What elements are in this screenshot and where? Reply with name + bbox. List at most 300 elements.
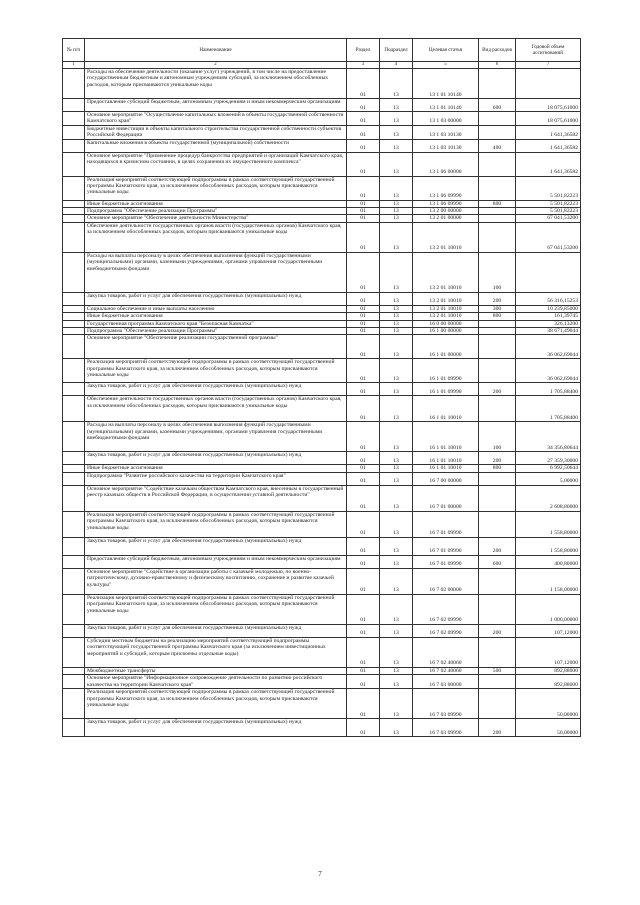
row-target: 13 1 03 10130 <box>413 139 479 152</box>
page-number: 7 <box>318 870 322 878</box>
row-podrazdel: 13 <box>380 396 413 422</box>
row-razdel: 01 <box>347 396 380 422</box>
row-sum: 5 501,82223 <box>516 208 581 215</box>
row-podrazdel: 13 <box>380 624 413 637</box>
row-podrazdel: 13 <box>380 594 413 624</box>
table-row <box>63 624 581 637</box>
row-name: Закупка товаров, работ и услуг для обеспечения государственных (муниципальных) нужд <box>85 452 347 465</box>
row-podrazdel: 13 <box>380 320 413 327</box>
row-razdel: 01 <box>347 359 380 383</box>
row-target: 16 0 00 00000 <box>413 320 479 327</box>
row-target: 16 7 01 09990 <box>413 555 479 568</box>
row-sum: 892,88000 <box>516 667 581 674</box>
row-sum: 34 356,80644 <box>516 422 581 452</box>
row-podrazdel: 13 <box>380 537 413 555</box>
row-target: 16 7 03 09990 <box>413 689 479 719</box>
row-num <box>63 252 85 292</box>
row-num <box>63 689 85 719</box>
table-row <box>63 594 581 624</box>
row-name: Расходы на выплаты персоналу в целях обеспечения выполнения функций государственными (муниципальными) органами, казенными учреждениями, органами управления государственными внебюджетными фондами <box>85 252 347 292</box>
row-razdel: 01 <box>347 69 380 99</box>
table-row <box>63 313 581 320</box>
row-num <box>63 200 85 207</box>
row-name: Закупка товаров, работ и услуг для обеспечения государственных (муниципальных) нужд <box>85 719 347 737</box>
row-name: Государственная программа Камчатского края "Безопасная Камчатка" <box>85 320 347 327</box>
row-podrazdel: 13 <box>380 472 413 485</box>
row-sum: 50,00000 <box>516 719 581 737</box>
row-target: 16 7 03 09990 <box>413 719 479 737</box>
table-row <box>63 252 581 292</box>
row-num <box>63 568 85 594</box>
budget-table <box>62 38 581 737</box>
row-vr <box>479 112 516 126</box>
table-row <box>63 422 581 452</box>
row-sum: 36 062,69044 <box>516 359 581 383</box>
row-target: 16 7 02 40060 <box>413 637 479 667</box>
row-vr <box>479 485 516 511</box>
table-row <box>63 222 581 252</box>
row-razdel: 01 <box>347 667 380 674</box>
row-target: 16 7 01 00000 <box>413 485 479 511</box>
row-vr: 100 <box>479 422 516 452</box>
row-target: 13 2 01 10010 <box>413 313 479 320</box>
row-name: Субсидии местным бюджетам на реализацию мероприятий соответствующей подпрограммы соответствующей государственной программы Камчатского края (за исключением инвестиционных мероприятий и субсидий, которым присвоены отдельные коды) <box>85 637 347 667</box>
row-sum: 6 992,50644 <box>516 465 581 472</box>
row-podrazdel: 13 <box>380 719 413 737</box>
row-name: Расходы на выплаты персоналу в целях обеспечения выполнения функций государственными (муниципальными) органами, казенными учреждениями, органами управления государственными внебюджетными фондами <box>85 422 347 452</box>
row-num <box>63 335 85 359</box>
row-num <box>63 537 85 555</box>
row-podrazdel: 13 <box>380 292 413 305</box>
table-row <box>63 472 581 485</box>
row-name: Реализация мероприятий соответствующей подпрограммы в рамках соответствующей государственной программы Камчатского края, за исключением обособленных расходов, которым присваиваются уникальные коды <box>85 176 347 200</box>
row-sum: 18 075,61000 <box>516 99 581 112</box>
row-vr <box>479 472 516 485</box>
row-sum: 1 641,36582 <box>516 125 581 139</box>
row-podrazdel: 13 <box>380 69 413 99</box>
row-vr: 200 <box>479 383 516 396</box>
row-sum: 18 075,61000 <box>516 112 581 126</box>
row-razdel: 01 <box>347 537 380 555</box>
row-vr: 800 <box>479 465 516 472</box>
row-name: Подпрограмма "Обеспечение реализации Программы" <box>85 208 347 215</box>
row-vr: 500 <box>479 667 516 674</box>
row-razdel: 01 <box>347 465 380 472</box>
row-target: 16 1 01 09990 <box>413 383 479 396</box>
row-name: Предоставление субсидий бюджетным, автономным учреждениям и иным некоммерческим организациям <box>85 99 347 112</box>
header-podrazdel: Подраздел <box>380 39 413 62</box>
row-num <box>63 125 85 139</box>
table-row <box>63 69 581 99</box>
row-num <box>63 69 85 99</box>
row-podrazdel: 13 <box>380 125 413 139</box>
table-row <box>63 359 581 383</box>
col-number: 3 <box>347 62 380 69</box>
row-razdel: 01 <box>347 485 380 511</box>
row-podrazdel: 13 <box>380 215 413 222</box>
row-vr <box>479 320 516 327</box>
row-name: Межбюджетные трансферты <box>85 667 347 674</box>
row-vr <box>479 689 516 719</box>
table-row <box>63 719 581 737</box>
row-target: 13 1 01 10140 <box>413 69 479 99</box>
col-number: 2 <box>85 62 347 69</box>
row-sum: 67 041,53200 <box>516 222 581 252</box>
row-sum: 161,39745 <box>516 313 581 320</box>
table-row <box>63 292 581 305</box>
row-num <box>63 215 85 222</box>
row-razdel: 01 <box>347 624 380 637</box>
row-name: Закупка товаров, работ и услуг для обеспечения государственных (муниципальных) нужд <box>85 624 347 637</box>
row-razdel: 01 <box>347 689 380 719</box>
row-num <box>63 328 85 335</box>
table-row <box>63 99 581 112</box>
row-podrazdel: 13 <box>380 452 413 465</box>
row-vr <box>479 176 516 200</box>
row-razdel: 01 <box>347 675 380 689</box>
row-vr: 100 <box>479 252 516 292</box>
row-razdel: 01 <box>347 99 380 112</box>
row-target: 16 7 02 09990 <box>413 594 479 624</box>
table-row <box>63 328 581 335</box>
row-target: 16 1 01 10010 <box>413 422 479 452</box>
row-sum: 27 359,30000 <box>516 452 581 465</box>
table-column-numbers <box>63 62 581 69</box>
row-name: Основное мероприятие "Содействие в организации работы с казачьей молодежью, по военно-патриотическому, духовно-нравственному и физическому воспитанию, сохранение и развитие казачьей культуры" <box>85 568 347 594</box>
table-row <box>63 675 581 689</box>
table-row <box>63 305 581 312</box>
row-podrazdel: 13 <box>380 222 413 252</box>
row-sum: 10 239,85000 <box>516 305 581 312</box>
row-vr <box>479 208 516 215</box>
row-name: Иные бюджетные ассигнования <box>85 313 347 320</box>
row-target: 13 1 06 00000 <box>413 152 479 176</box>
table-row <box>63 667 581 674</box>
row-name: Реализация мероприятий соответствующей подпрограммы в рамках соответствующей государственной программы Камчатского края, за исключением обособленных расходов, которым присваиваются уникальные коды <box>85 359 347 383</box>
col-number: 6 <box>479 62 516 69</box>
row-num <box>63 305 85 312</box>
row-sum: 50,00000 <box>516 689 581 719</box>
row-razdel: 01 <box>347 222 380 252</box>
row-target: 16 7 00 00000 <box>413 472 479 485</box>
row-name: Социальное обеспечение и иные выплаты населению <box>85 305 347 312</box>
table-row <box>63 537 581 555</box>
row-name: Основное мероприятие "Обеспечение деятельности Министерства" <box>85 215 347 222</box>
row-sum: 36 062,69044 <box>516 335 581 359</box>
row-podrazdel: 13 <box>380 422 413 452</box>
row-vr: 300 <box>479 305 516 312</box>
row-razdel: 01 <box>347 215 380 222</box>
row-vr: 600 <box>479 99 516 112</box>
row-sum: 38 671,49044 <box>516 328 581 335</box>
row-target: 13 1 03 10130 <box>413 125 479 139</box>
row-sum: 1 158,00000 <box>516 568 581 594</box>
col-number: 1 <box>63 62 85 69</box>
row-vr: 800 <box>479 313 516 320</box>
row-num <box>63 112 85 126</box>
row-podrazdel: 13 <box>380 667 413 674</box>
row-razdel: 01 <box>347 422 380 452</box>
row-target: 13 2 01 10010 <box>413 292 479 305</box>
row-num <box>63 320 85 327</box>
row-podrazdel: 13 <box>380 511 413 537</box>
row-num <box>63 176 85 200</box>
row-razdel: 01 <box>347 305 380 312</box>
row-num <box>63 719 85 737</box>
row-num <box>63 667 85 674</box>
row-razdel: 01 <box>347 125 380 139</box>
budget-table-page <box>62 38 580 737</box>
table-row <box>63 383 581 396</box>
row-target: 16 7 02 40060 <box>413 667 479 674</box>
row-num <box>63 313 85 320</box>
row-vr <box>479 69 516 99</box>
row-target: 16 7 02 09990 <box>413 624 479 637</box>
table-header-row <box>63 39 581 62</box>
row-num <box>63 452 85 465</box>
row-target: 13 2 01 00000 <box>413 215 479 222</box>
row-num <box>63 396 85 422</box>
header-target: Целевая статья <box>413 39 479 62</box>
row-podrazdel: 13 <box>380 208 413 215</box>
row-name: Капитальные вложения в объекты государственной (муниципальной) собственности <box>85 139 347 152</box>
table-row <box>63 511 581 537</box>
row-podrazdel: 13 <box>380 176 413 200</box>
row-razdel: 01 <box>347 139 380 152</box>
row-vr <box>479 359 516 383</box>
row-target: 16 1 01 09990 <box>413 359 479 383</box>
row-razdel: 01 <box>347 208 380 215</box>
row-num <box>63 472 85 485</box>
row-podrazdel: 13 <box>380 568 413 594</box>
row-podrazdel: 13 <box>380 675 413 689</box>
table-body <box>63 69 581 737</box>
row-podrazdel: 13 <box>380 112 413 126</box>
row-podrazdel: 13 <box>380 465 413 472</box>
row-num <box>63 99 85 112</box>
row-sum: 1 705,88400 <box>516 383 581 396</box>
row-sum: 892,88000 <box>516 675 581 689</box>
table-row <box>63 396 581 422</box>
row-name: Основное мероприятие "Обеспечение реализации государственной программы" <box>85 335 347 359</box>
table-row <box>63 176 581 200</box>
row-target: 16 1 01 10010 <box>413 452 479 465</box>
table-row <box>63 215 581 222</box>
row-sum: 5,00000 <box>516 472 581 485</box>
row-num <box>63 555 85 568</box>
row-sum: 5 501,82223 <box>516 200 581 207</box>
row-vr: 200 <box>479 624 516 637</box>
row-razdel: 01 <box>347 472 380 485</box>
row-podrazdel: 13 <box>380 335 413 359</box>
row-name: Основное мероприятие "Осуществление капитальных вложений в объекты государственной собственности Камчатского края" <box>85 112 347 126</box>
row-vr: 400 <box>479 139 516 152</box>
row-sum: 1 641,36582 <box>516 152 581 176</box>
table-row <box>63 152 581 176</box>
row-target: 13 1 06 09990 <box>413 200 479 207</box>
row-vr: 200 <box>479 719 516 737</box>
row-razdel: 01 <box>347 568 380 594</box>
row-podrazdel: 13 <box>380 252 413 292</box>
row-vr <box>479 568 516 594</box>
row-sum: 107,12000 <box>516 637 581 667</box>
table-row <box>63 139 581 152</box>
row-target: 13 2 01 10010 <box>413 222 479 252</box>
row-name: Основное мероприятие "Применение процедур банкротства предприятий и организаций Камчатского края, находящихся в кризисном состоянии, в целях сохранения их имущественного комплекса" <box>85 152 347 176</box>
row-vr <box>479 594 516 624</box>
table-row <box>63 200 581 207</box>
header-name: Наименование <box>85 39 347 62</box>
row-podrazdel: 13 <box>380 200 413 207</box>
row-podrazdel: 13 <box>380 637 413 667</box>
row-razdel: 01 <box>347 719 380 737</box>
row-podrazdel: 13 <box>380 555 413 568</box>
row-vr: 200 <box>479 537 516 555</box>
row-vr <box>479 511 516 537</box>
row-num <box>63 292 85 305</box>
row-name: Закупка товаров, работ и услуг для обеспечения государственных (муниципальных) нужд <box>85 537 347 555</box>
row-razdel: 01 <box>347 328 380 335</box>
row-name: Подпрограмма "Обеспечение реализации Программы" <box>85 328 347 335</box>
row-vr <box>479 125 516 139</box>
row-num <box>63 152 85 176</box>
row-target: 13 1 01 10140 <box>413 99 479 112</box>
row-vr <box>479 152 516 176</box>
row-vr: 200 <box>479 452 516 465</box>
row-vr: 200 <box>479 292 516 305</box>
table-row <box>63 335 581 359</box>
row-name: Подпрограмма "Развитие российского казачества на территории Камчатского края" <box>85 472 347 485</box>
row-sum: 107,12000 <box>516 624 581 637</box>
row-name: Обеспечение деятельности государственных органов власти (государственных органов) Камчатского края, за исключением обособленных расходов, которым присваиваются уникальные коды <box>85 222 347 252</box>
row-num <box>63 465 85 472</box>
header-sum: Годовой объем ассигнований <box>516 39 581 62</box>
row-razdel: 01 <box>347 152 380 176</box>
row-vr <box>479 222 516 252</box>
row-target: 16 1 01 10010 <box>413 396 479 422</box>
row-razdel: 01 <box>347 320 380 327</box>
table-row <box>63 112 581 126</box>
row-name: Иные бюджетные ассигнования <box>85 200 347 207</box>
row-num <box>63 422 85 452</box>
row-num <box>63 208 85 215</box>
header-num: № п/п <box>63 39 85 62</box>
row-podrazdel: 13 <box>380 313 413 320</box>
row-sum: 1 641,36582 <box>516 139 581 152</box>
row-sum: 56 316,15253 <box>516 292 581 305</box>
row-name: Основное мероприятие "Содействие казачьим обществам Камчатского края, внесенным в государственный реестр казачьих обществ в Российской Федерации, в осуществлении уставной деятельности" <box>85 485 347 511</box>
row-name: Бюджетные инвестиции в объекты капитального строительства государственной собственности субъектов Российской Федерации <box>85 125 347 139</box>
row-num <box>63 511 85 537</box>
row-target: 16 1 01 10010 <box>413 465 479 472</box>
row-podrazdel: 13 <box>380 383 413 396</box>
row-podrazdel: 13 <box>380 305 413 312</box>
row-target: 13 1 06 09990 <box>413 176 479 200</box>
row-num <box>63 359 85 383</box>
row-name: Основное мероприятие "Информационное сопровождение деятельности по развитию российского казачества на территории Камчатского края" <box>85 675 347 689</box>
row-razdel: 01 <box>347 335 380 359</box>
row-num <box>63 222 85 252</box>
row-vr <box>479 637 516 667</box>
row-name: Реализация мероприятий соответствующей подпрограммы в рамках соответствующей государственной программы Камчатского края, за исключением обособленных расходов, которым присваиваются уникальные коды <box>85 594 347 624</box>
table-row <box>63 555 581 568</box>
row-vr: 600 <box>479 555 516 568</box>
row-razdel: 01 <box>347 292 380 305</box>
col-number: 7 <box>516 62 581 69</box>
row-razdel: 01 <box>347 511 380 537</box>
row-vr <box>479 335 516 359</box>
row-num <box>63 383 85 396</box>
row-razdel: 01 <box>347 594 380 624</box>
table-row <box>63 485 581 511</box>
table-row <box>63 125 581 139</box>
row-razdel: 01 <box>347 452 380 465</box>
row-name: Иные бюджетные ассигнования <box>85 465 347 472</box>
row-num <box>63 594 85 624</box>
row-podrazdel: 13 <box>380 152 413 176</box>
row-sum: 1 000,00000 <box>516 594 581 624</box>
row-num <box>63 675 85 689</box>
row-razdel: 01 <box>347 383 380 396</box>
row-target: 16 7 02 00000 <box>413 568 479 594</box>
row-sum: 1 558,80000 <box>516 511 581 537</box>
row-sum: 67 041,53200 <box>516 215 581 222</box>
row-num <box>63 139 85 152</box>
row-name: Обеспечение деятельности государственных органов власти (государственных органов) Камчатского края, за исключением обособленных расходов, которым присваиваются уникальные коды <box>85 396 347 422</box>
table-row <box>63 689 581 719</box>
header-vr: Вид расходов <box>479 39 516 62</box>
table-row <box>63 465 581 472</box>
row-name: Реализация мероприятий соответствующей подпрограммы в рамках соответствующей государственной программы Камчатского края, за исключением обособленных расходов, которым присваиваются уникальные коды <box>85 689 347 719</box>
col-number: 5 <box>413 62 479 69</box>
row-name: Реализация мероприятий соответствующей подпрограммы в рамках соответствующей государственной программы Камчатского края, за исключением обособленных расходов, которым присваиваются уникальные коды <box>85 511 347 537</box>
row-sum: 326,13200 <box>516 320 581 327</box>
table-row <box>63 320 581 327</box>
row-razdel: 01 <box>347 555 380 568</box>
row-target: 13 1 03 00000 <box>413 112 479 126</box>
row-razdel: 01 <box>347 637 380 667</box>
table-row <box>63 637 581 667</box>
row-vr <box>479 215 516 222</box>
row-podrazdel: 13 <box>380 139 413 152</box>
row-sum: 1 558,80000 <box>516 537 581 555</box>
row-razdel: 01 <box>347 176 380 200</box>
row-target: 13 2 01 10010 <box>413 252 479 292</box>
row-num <box>63 624 85 637</box>
row-razdel: 01 <box>347 313 380 320</box>
row-name: Предоставление субсидий бюджетным, автономным учреждениям и иным некоммерческим организациям <box>85 555 347 568</box>
row-razdel: 01 <box>347 252 380 292</box>
header-razdel: Раздел <box>347 39 380 62</box>
row-target: 16 7 03 00000 <box>413 675 479 689</box>
row-podrazdel: 13 <box>380 99 413 112</box>
row-target: 16 7 01 09990 <box>413 537 479 555</box>
row-sum <box>516 69 581 99</box>
row-target: 16 1 00 00000 <box>413 328 479 335</box>
row-sum: 400,80000 <box>516 555 581 568</box>
row-vr <box>479 328 516 335</box>
row-target: 16 7 01 09990 <box>413 511 479 537</box>
row-sum: 1 705,88400 <box>516 396 581 422</box>
row-name: Расходы на обеспечение деятельности (оказание услуг) учреждений, в том числе на предоставление государственным бюджетным и автономным учреждениям субсидий, за исключением обособленных расходов, которым присваиваются уникальные коды <box>85 69 347 99</box>
table-row <box>63 568 581 594</box>
table-row <box>63 452 581 465</box>
row-name: Закупка товаров, работ и услуг для обеспечения государственных (муниципальных) нужд <box>85 383 347 396</box>
row-sum: 2 608,80000 <box>516 485 581 511</box>
table-row <box>63 208 581 215</box>
row-vr <box>479 675 516 689</box>
row-sum <box>516 252 581 292</box>
